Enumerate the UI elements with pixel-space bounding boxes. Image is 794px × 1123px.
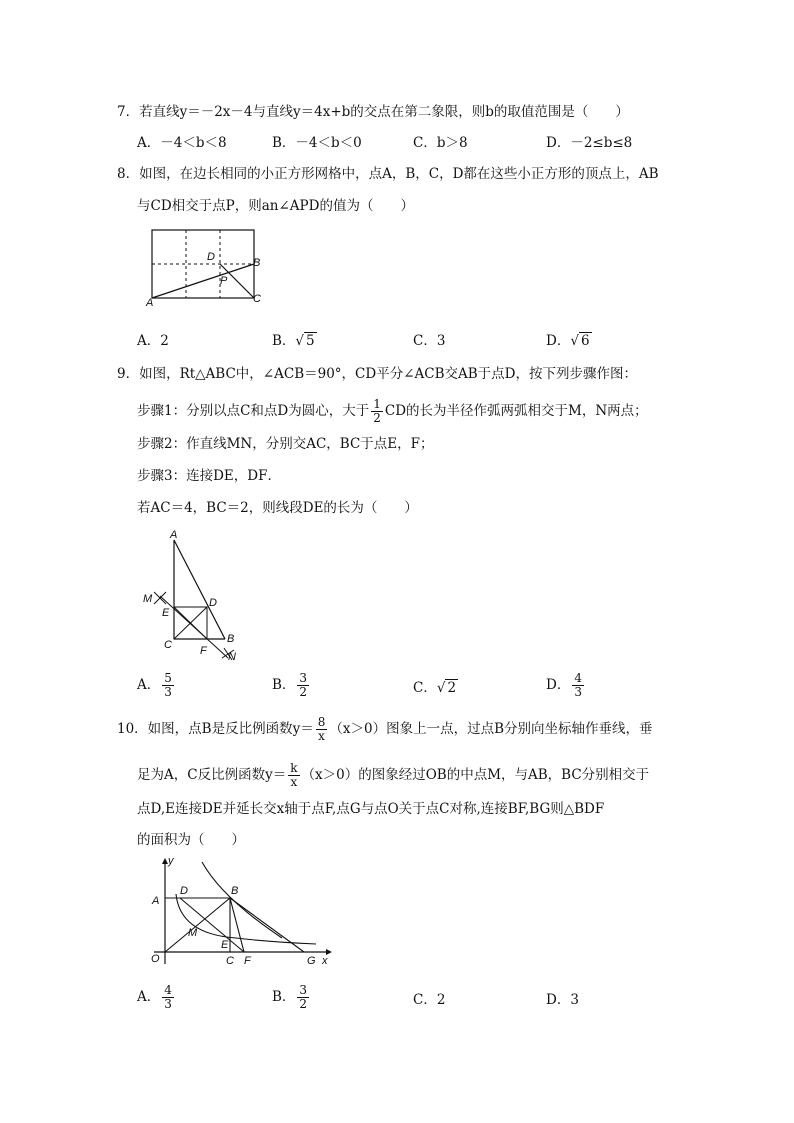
fraction-numerator: 4	[164, 983, 172, 997]
fraction-denominator: x	[290, 775, 298, 789]
option-letter: B．	[272, 677, 296, 693]
q8-option-d	[546, 331, 592, 351]
option-value: 2	[160, 333, 169, 349]
fraction-denominator: 3	[164, 685, 172, 699]
q9-option-a	[137, 672, 176, 699]
sqrt-sign: √ 6	[570, 333, 590, 349]
fraction-numerator: 8	[317, 715, 326, 729]
q8-stem-line2: 与CD相交于点P，则an∠APD的值为（ ）	[137, 198, 414, 214]
fraction-denominator: 2	[299, 685, 308, 699]
q9-label-f: F	[200, 645, 207, 657]
q9-stem: 9．如图，Rt△ABC中，∠ACB＝90°，CD平分∠ACB交AB于点D，按下列步骤作图：	[117, 366, 638, 382]
q9-step1-fraction	[371, 398, 383, 425]
q8-option-a	[137, 331, 169, 351]
fraction-numerator: 4	[574, 671, 582, 685]
q10-fraction-8-over-x	[316, 716, 328, 743]
q8-label-c: C	[253, 293, 261, 305]
q8-label-d: D	[207, 251, 215, 263]
q9-step3: 步骤3：连接DE，DF．	[137, 468, 281, 484]
q10-label-x: x	[322, 955, 328, 967]
q10-label-a: A	[152, 895, 160, 907]
fraction-numerator: 1	[373, 397, 381, 411]
option-letter: B．	[272, 333, 296, 349]
fraction-denominator: 3	[164, 997, 172, 1011]
option-fraction	[162, 672, 174, 699]
option-value: 5	[306, 333, 315, 349]
q9-option-c	[413, 678, 458, 698]
q9-label-m: M	[143, 593, 153, 605]
q8-label-p: P	[220, 275, 228, 287]
q9-label-n: N	[228, 651, 236, 662]
q9-step2: 步骤2：作直线MN，分别交AC，BC于点E，F；	[137, 436, 434, 452]
option-value: 6	[580, 333, 590, 349]
q8-stem-line1: 8．如图，在边长相同的小正方形网格中，点A，B，C，D都在这些小正方形的顶点上，AB	[117, 166, 659, 182]
option-letter: A．	[137, 677, 161, 693]
q10-line3: 点D,E连接DE并延长交x轴于点F,点G与点O关于点C对称,连接BF,BG则△BDF	[137, 801, 605, 817]
option-letter: A．	[137, 989, 161, 1005]
q9-side-ab	[174, 540, 225, 639]
option-letter: D．	[546, 333, 571, 349]
option-fraction	[297, 984, 309, 1011]
q10-fraction-k-over-x	[288, 762, 299, 789]
q9-option-d	[546, 672, 586, 699]
q9-triangle-figure	[138, 526, 250, 662]
q10-label-d: D	[180, 885, 188, 897]
sqrt-sign: √ 5	[295, 333, 315, 349]
q10-line2-text-a: 足为A，C反比例函数y＝	[137, 767, 287, 783]
option-letter: A．	[137, 333, 161, 349]
q9-label-d: D	[209, 597, 217, 609]
fraction-denominator: x	[318, 729, 325, 743]
q10-segment-bg	[230, 898, 304, 952]
q10-line2-text-b: （x＞0）的图象经过OB的中点M，与AB，BC分别相交于	[301, 767, 650, 783]
fraction-numerator: k	[290, 761, 298, 775]
fraction-numerator: 5	[164, 671, 172, 685]
q7-option-a: A．－4＜b＜8	[137, 135, 227, 151]
q10-line1	[117, 716, 653, 743]
option-letter: C．	[413, 333, 437, 349]
q7-option-d: D．－2≤b≤8	[546, 135, 633, 151]
q10-line1-text-a: 10．如图，点B是反比例函数y＝	[117, 721, 314, 737]
q10-label-g: G	[307, 955, 316, 967]
q10-label-c: C	[226, 955, 234, 967]
option-letter: C．	[413, 680, 437, 696]
option-value: 3	[570, 992, 579, 1008]
q10-option-c	[413, 990, 445, 1010]
option-letter: D．	[546, 677, 571, 693]
option-letter: B．	[272, 989, 296, 1005]
q9-step1-text-b: CD的长为半径作弧两弧相交于M，N两点；	[384, 403, 648, 419]
q7-stem: 7．若直线y＝－2x－4与直线y＝4x+b的交点在第二象限，则b的取值范围是（ ）	[117, 104, 629, 120]
q10-label-y: y	[168, 855, 174, 867]
option-letter: C．	[413, 992, 437, 1008]
q9-label-a: A	[170, 529, 178, 541]
fraction-numerator: 3	[299, 671, 308, 685]
q10-option-b	[272, 984, 311, 1011]
q10-line4: 的面积为（ ）	[137, 832, 245, 848]
option-letter: D．	[546, 992, 571, 1008]
q9-condition: 若AC＝4，BC＝2，则线段DE的长为（ ）	[137, 500, 418, 516]
q9-step1	[137, 398, 648, 425]
q9-label-e: E	[162, 607, 170, 619]
option-value: 3	[436, 333, 446, 349]
q10-label-o: O	[151, 953, 160, 965]
sqrt-sign: √ 2	[436, 680, 457, 696]
q10-label-m: M	[188, 927, 198, 939]
option-value: 2	[436, 992, 446, 1008]
fraction-denominator: 2	[299, 997, 308, 1011]
q9-step1-text-a: 步骤1：分别以点C和点D为圆心，大于	[137, 403, 370, 419]
q10-line2	[137, 762, 649, 789]
q8-grid-figure	[140, 222, 280, 312]
q8-segment-ab	[152, 264, 254, 298]
q10-label-b: B	[231, 885, 239, 897]
q10-coordinate-figure	[140, 852, 340, 972]
q8-label-b: B	[253, 257, 261, 269]
option-fraction	[162, 984, 174, 1011]
fraction-denominator: 2	[373, 411, 381, 425]
fraction-numerator: 3	[299, 983, 308, 997]
q7-option-b: B．－4＜b＜0	[272, 135, 362, 151]
q10-option-a	[137, 984, 176, 1011]
q9-option-b	[272, 672, 311, 699]
q8-option-c	[413, 331, 445, 351]
fraction-denominator: 3	[574, 685, 582, 699]
q10-label-e: E	[221, 939, 229, 951]
option-fraction	[572, 672, 584, 699]
q10-option-d	[546, 990, 579, 1010]
q8-option-b	[272, 331, 317, 351]
q10-label-f: F	[244, 955, 251, 967]
q10-segment-df	[180, 898, 244, 952]
q9-label-c: C	[164, 639, 172, 651]
option-fraction	[297, 672, 309, 699]
q10-line1-text-b: （x＞0）图象上一点，过点B分别向坐标轴作垂线，垂	[329, 721, 653, 737]
q9-label-b: B	[227, 633, 235, 645]
q8-label-a: A	[146, 297, 154, 309]
q7-option-c: C．b＞8	[413, 135, 468, 151]
option-value: 2	[447, 680, 457, 696]
